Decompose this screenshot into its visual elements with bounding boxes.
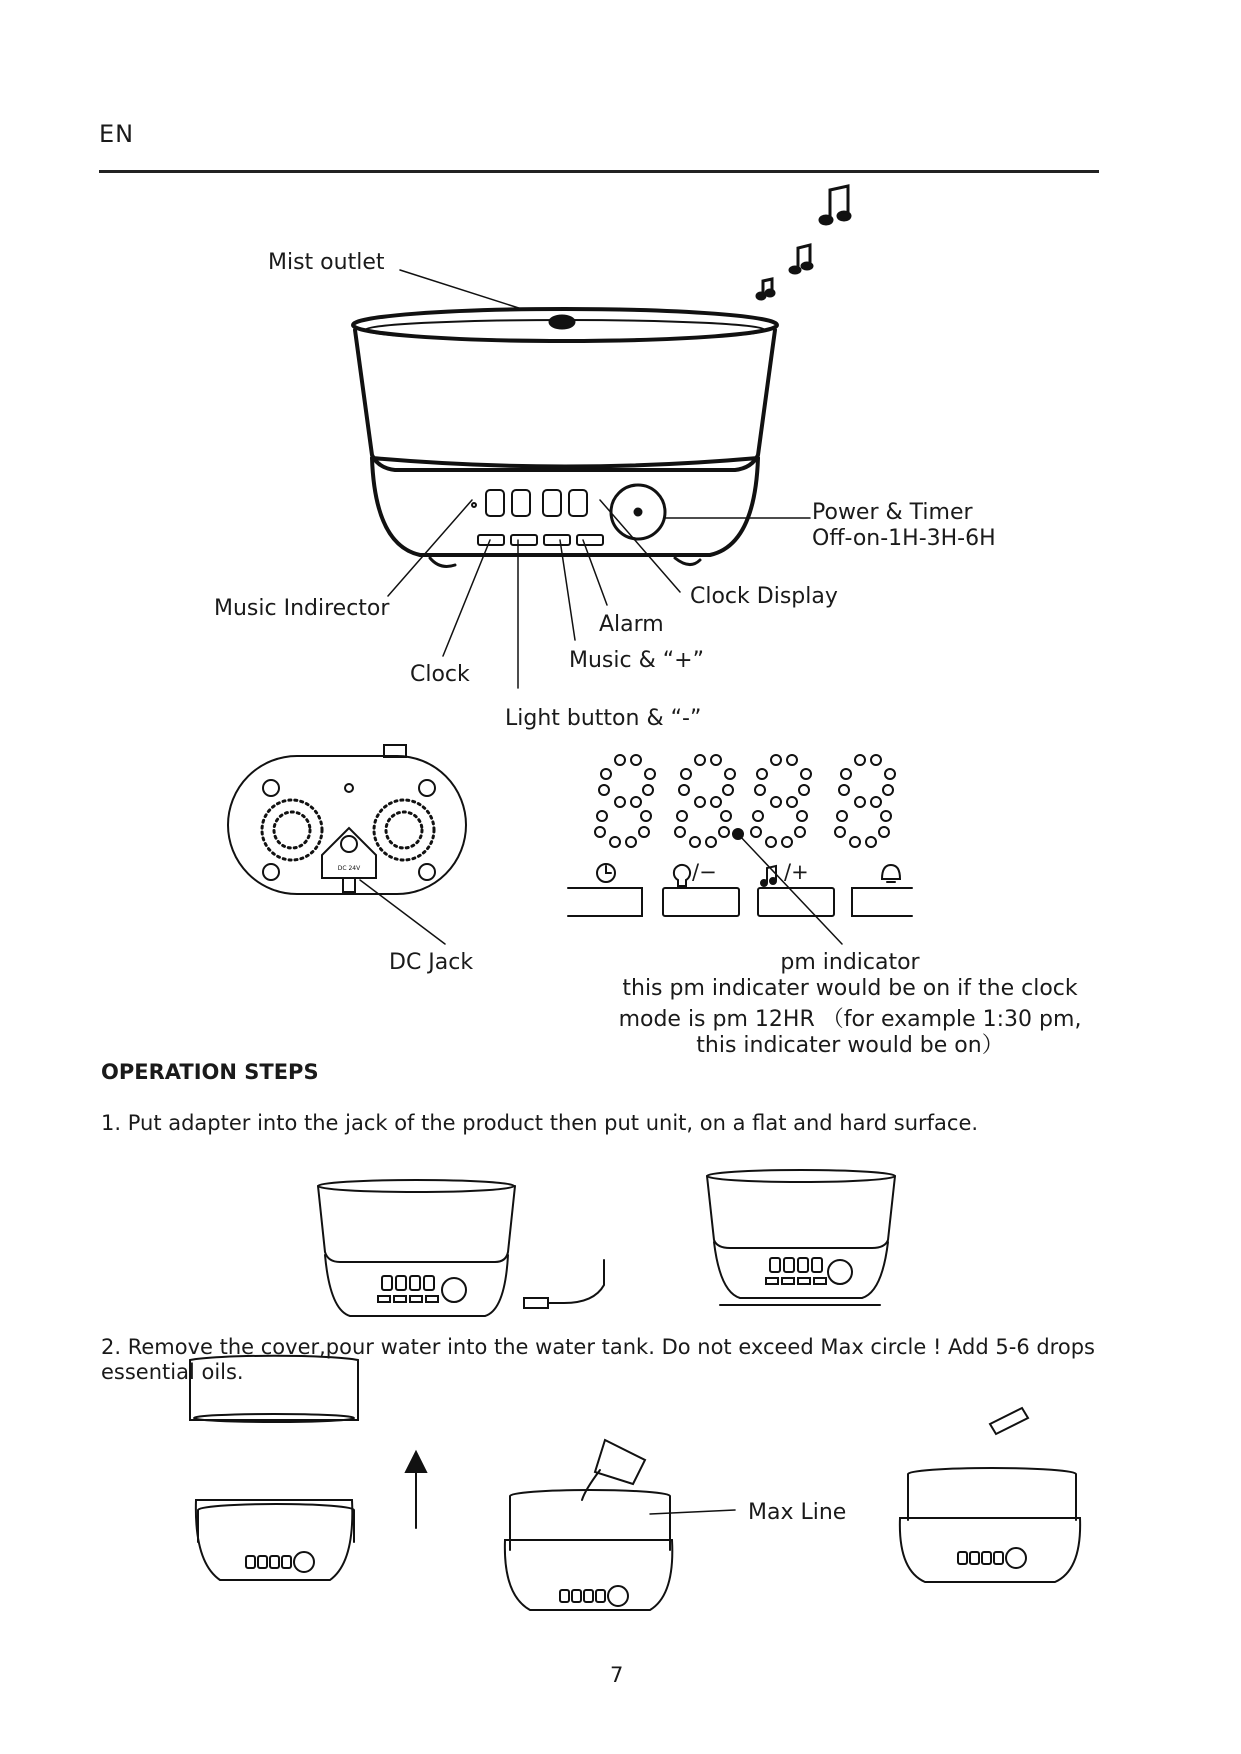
dc-label-text: DC 24V — [337, 865, 361, 872]
segment-digit-3 — [751, 755, 811, 847]
button-label-plus: /+ — [784, 860, 809, 884]
label-clock-display: Clock Display — [690, 584, 838, 609]
bulb-icon — [674, 865, 690, 886]
button-label-minus: /− — [692, 860, 717, 884]
label-clock: Clock — [410, 662, 470, 687]
page-number: 7 — [610, 1663, 624, 1687]
step2-illustration — [190, 1356, 1080, 1610]
display-closeup — [568, 755, 912, 944]
label-power-timer: Power & Timer — [812, 500, 973, 525]
label-pm-indicator: pm indicator — [780, 950, 920, 975]
label-light-minus: Light button & “-” — [505, 706, 702, 731]
label-mist-outlet: Mist outlet — [268, 250, 385, 275]
label-music-plus: Music & “+” — [569, 648, 704, 673]
operation-heading: OPERATION STEPS — [101, 1060, 319, 1084]
language-label: EN — [99, 120, 135, 148]
label-dc-jack: DC Jack — [389, 950, 474, 975]
label-power-timer-modes: Off-on-1H-3H-6H — [812, 526, 996, 551]
step1-illustration — [318, 1170, 895, 1316]
pm-note-line-2: mode is pm 12HR （for example 1:30 pm, — [618, 1007, 1082, 1032]
music-notes-icon — [757, 186, 850, 299]
step-2-text: 2. Remove the cover,pour water into the water tank. Do not exceed Max circle ! Add 5-6 drops essential oils. — [101, 1335, 1095, 1384]
step-1-text: 1. Put adapter into the jack of the product then put unit, on a flat and hard surface. — [101, 1111, 979, 1135]
label-max-line: Max Line — [748, 1500, 847, 1525]
pm-note-line-1: this pm indicater would be on if the clock — [622, 976, 1078, 1001]
segment-digit-2 — [675, 755, 735, 847]
bell-icon — [882, 865, 900, 882]
label-music-indicator: Music Indirector — [214, 596, 390, 621]
segment-digit-1 — [595, 755, 655, 847]
segment-digit-4 — [835, 755, 895, 847]
pm-note-line-3: this indicater would be on） — [696, 1033, 1004, 1058]
diffuser-illustration — [353, 309, 777, 566]
diffuser-back-view — [228, 745, 466, 944]
label-alarm: Alarm — [599, 612, 664, 637]
